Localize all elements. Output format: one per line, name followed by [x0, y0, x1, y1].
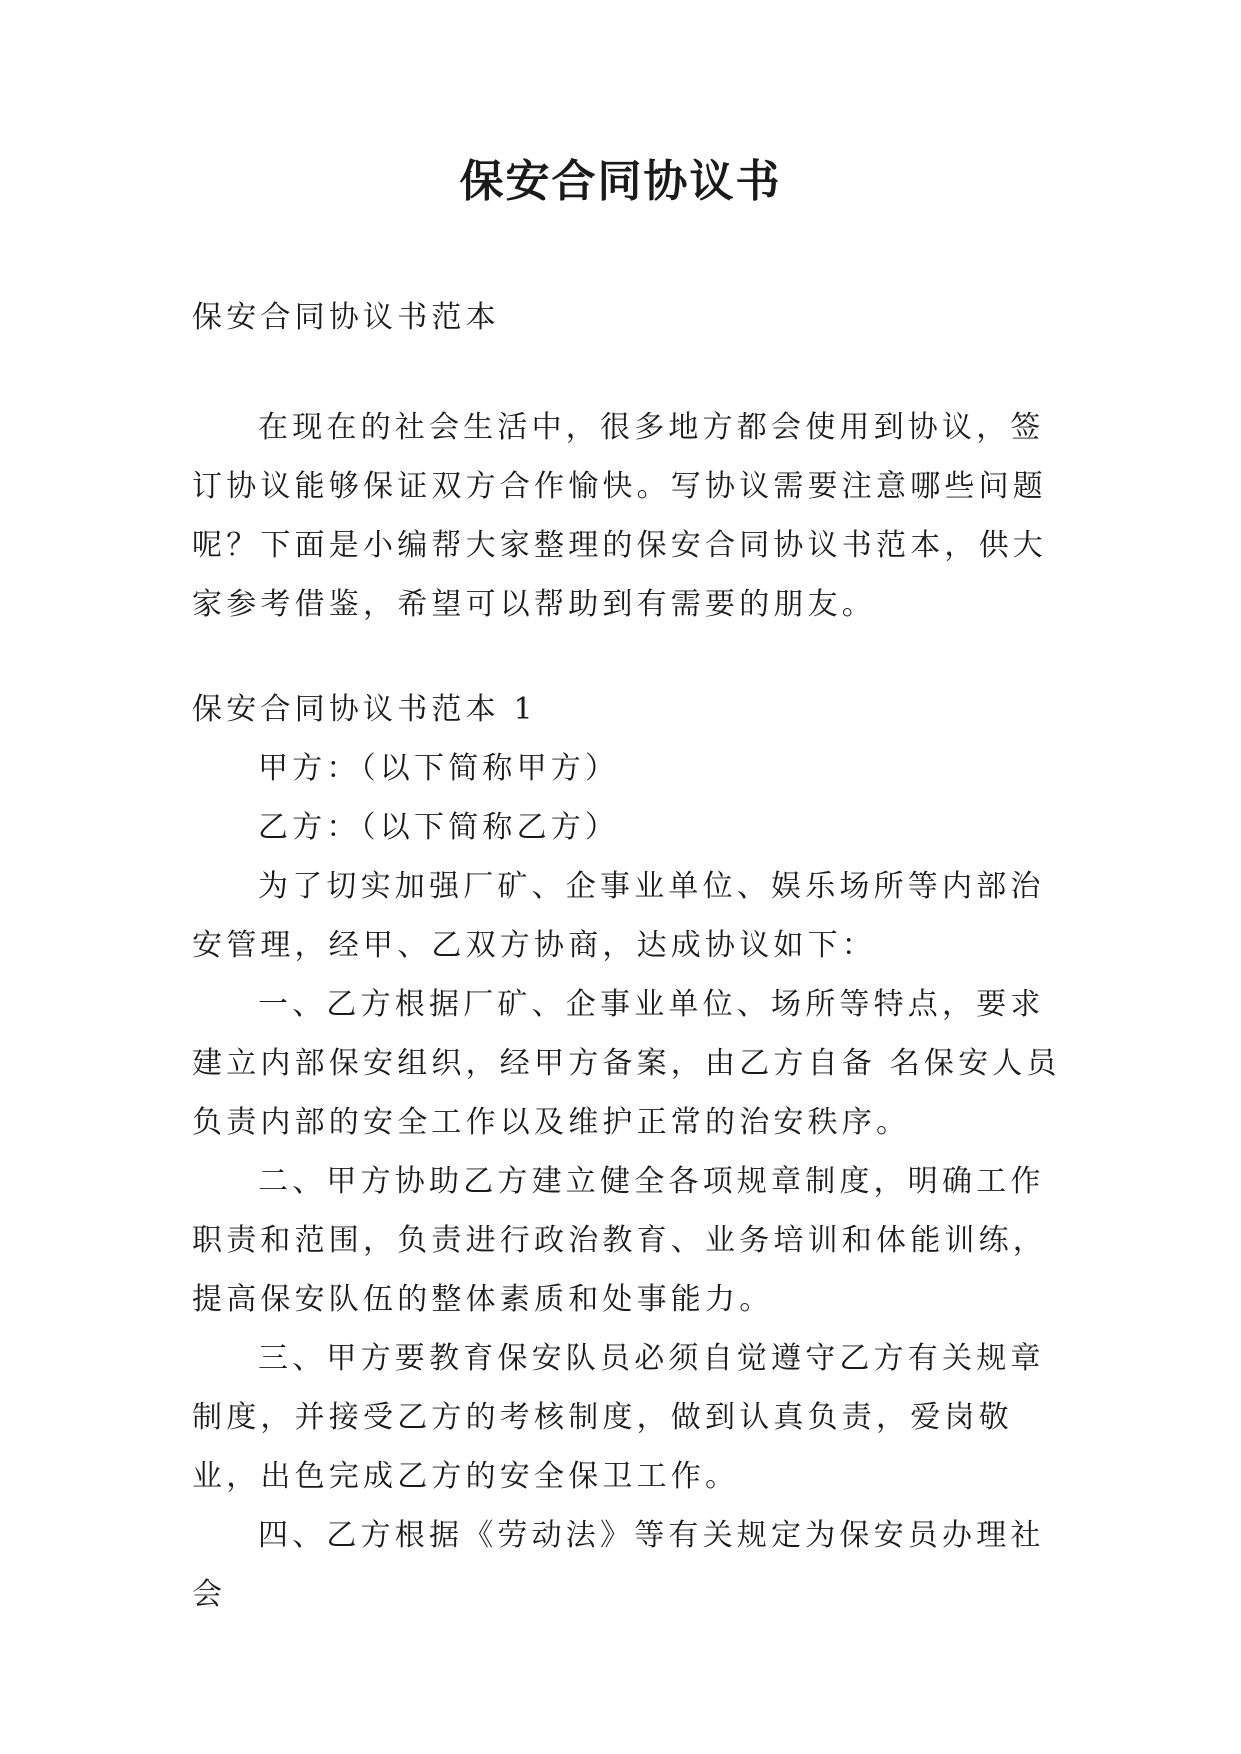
clause-preamble: 为了切实加强厂矿、企事业单位、娱乐场所等内部治安管理，经甲、乙双方协商，达成协议如下： — [192, 869, 1045, 963]
clause-1: 一、乙方根据厂矿、企事业单位、场所等特点，要求建立内部保安组织，经甲方备案，由乙方自备 名保安人员负责内部的安全工作以及维护正常的治安秩序。 — [192, 987, 1061, 1140]
document-subtitle: 保安合同协议书范本 — [192, 300, 500, 335]
section-heading: 保安合同协议书范本 1 — [192, 692, 537, 727]
party-a-line: 甲方：（以下简称甲方） — [258, 751, 620, 786]
clause-2: 二、甲方协助乙方建立健全各项规章制度，明确工作职责和范围，负责进行政治教育、业务培训和体能训练，提高保安队伍的整体素质和处事能力。 — [192, 1164, 1047, 1317]
contract-section-1 — [192, 680, 1062, 1624]
clause-4: 四、乙方根据《劳动法》等有关规定为保安员办理社会 — [192, 1518, 1045, 1612]
party-b-line: 乙方：（以下简称乙方） — [258, 810, 620, 845]
intro-paragraph: 在现在的社会生活中，很多地方都会使用到协议，签订协议能够保证双方合作愉快。写协议需要注意哪些问题呢？下面是小编帮大家整理的保安合同协议书范本，供大家参考借鉴，希望可以帮助到有需要的朋友。 — [192, 410, 1047, 622]
clause-3: 三、甲方要教育保安队员必须自觉遵守乙方有关规章制度，并接受乙方的考核制度，做到认真负责，爱岗敬业，出色完成乙方的安全保卫工作。 — [192, 1341, 1045, 1494]
document-title: 保安合同协议书 — [459, 156, 782, 207]
